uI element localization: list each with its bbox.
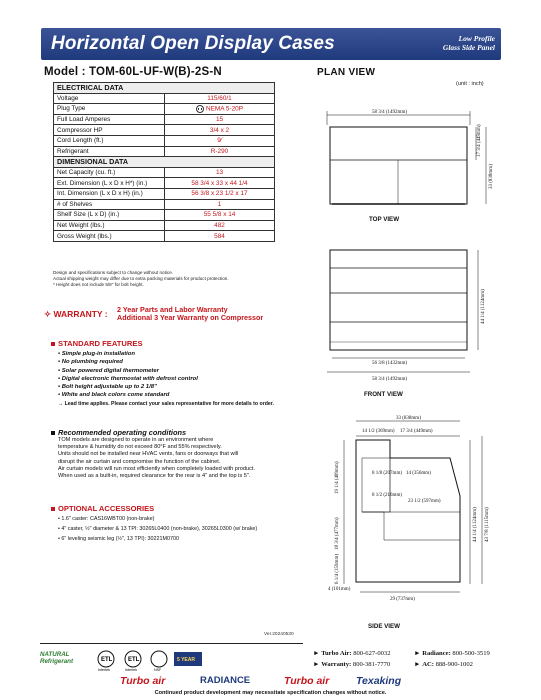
dim-label: 58 3/4 (1492mm): [372, 110, 407, 115]
spec-label: Compressor HP: [54, 125, 165, 136]
cert-caption: Intertek: [125, 668, 137, 672]
brand-logos: [120, 675, 430, 689]
turbo-air-logo: Turbo air: [284, 675, 330, 687]
warranty-label: ✧ WARRANTY :: [44, 309, 108, 319]
side-view-label: SIDE VIEW: [368, 623, 400, 630]
dim-label: 19 1/4 (489mm): [335, 461, 340, 494]
dim-label: 33 (838mm): [489, 164, 494, 189]
spec-label: Int. Dimension (L x D x H) (in.): [54, 188, 165, 199]
accessories-heading-text: OPTIONAL ACCESSORIES: [58, 504, 155, 513]
plug-icon: [196, 105, 204, 113]
dim-label: 58 3/4 (1492mm): [372, 377, 407, 382]
contact-ac[interactable]: ► AC: 888-900-1002: [414, 661, 473, 668]
paragraph-line: Units should not be installed near HVAC vents, fans or doorways that will: [58, 451, 239, 458]
spec-value: 55 5/8 x 14: [165, 210, 275, 221]
paragraph-line: TOM models are designed to operate in an environment where: [58, 437, 214, 443]
contact-warranty[interactable]: ► Warranty: 800-381-7770: [313, 661, 391, 668]
spec-value: 482: [165, 220, 275, 231]
spec-label: Net Capacity (cu. ft.): [54, 167, 165, 178]
paragraph-line: disrupt the air curtain and compromise the function of the cabinet.: [58, 458, 221, 465]
list-item: • 6" leveling seismic leg (½", 13 TPI): 30221M0700: [58, 535, 179, 542]
note-line: Actual shipping weight may differ due to extra packing materials for product protection.: [53, 275, 229, 281]
subtitle-line-1: Low Profile: [458, 34, 495, 43]
cert-caption: NSF: [154, 668, 162, 672]
plug-value: NEMA 5-20P: [206, 105, 243, 113]
dim-label: 8 1/2 (216mm): [372, 493, 402, 498]
svg-text:5 YEAR: 5 YEAR: [177, 657, 195, 663]
spec-label: Shelf Size (L x D) (in.): [54, 210, 165, 221]
spec-value: 1: [165, 199, 275, 210]
natural-line-1: NATURAL: [40, 651, 70, 658]
spec-label: Plug Type: [54, 104, 165, 115]
spec-label: Refrigerant: [54, 146, 165, 157]
contact-block: [313, 648, 490, 670]
recommended-heading-text: Recommended operating conditions: [58, 428, 187, 437]
warranty-line: 2 Year Parts and Labor Warranty: [117, 305, 228, 314]
dim-label: 4 (101mm): [328, 587, 351, 592]
top-view-drawing: [310, 105, 510, 215]
dim-label: 43 7/8 (1115mm): [485, 507, 490, 542]
list-item: • 4" caster, ½" diameter & 13 TPI: 30265L0400 (non-brake), 30265L0300 (w/ brake): [58, 525, 258, 532]
spec-value: R-290: [165, 146, 275, 157]
spec-notes: [53, 270, 283, 287]
dim-label: 23 1/2 (597mm): [408, 499, 441, 504]
subtitle-line-2: Glass Side Panel: [442, 43, 495, 52]
certification-logos: [96, 650, 216, 672]
banner-subtitle: [443, 34, 495, 52]
dim-label: 17 3/4 (449mm): [477, 124, 482, 157]
lead-time-note: → Lead time applies. Please contact your sales representative for more details to order.: [58, 400, 274, 407]
note-line: Design and specifications subject to change without notice.: [53, 270, 174, 275]
dim-label: 6 1/4 (159mm): [335, 554, 340, 584]
accessories-list: [58, 515, 257, 544]
turbo-air-logo: Turbo air: [120, 675, 166, 687]
dim-label: 56 3/8 (1432mm): [372, 361, 407, 366]
spec-label: Net Weight (lbs.): [54, 220, 165, 231]
side-view-drawing: [310, 412, 510, 602]
spec-label: Voltage: [54, 93, 165, 104]
front-view-drawing: [310, 238, 510, 388]
list-item: • Solar powered digital thermometer: [58, 367, 159, 374]
spec-value: 3/4 x 2: [165, 125, 275, 136]
footer-divider: [40, 643, 303, 644]
spec-value: 115/60/1: [165, 93, 275, 104]
bullet-icon: [51, 431, 55, 435]
spec-label: # of Shelves: [54, 199, 165, 210]
electrical-heading: ELECTRICAL DATA: [54, 83, 275, 94]
spec-value: 56 3/8 x 23 1/2 x 17: [165, 188, 275, 199]
top-view-label: TOP VIEW: [369, 216, 400, 223]
spec-value: 58 3/4 x 33 x 44 1/4: [165, 178, 275, 189]
model-name: Model : TOM-60L-UF-W(B)-2S-N: [44, 66, 222, 78]
bullet-icon: [51, 507, 55, 511]
dim-label: 33 (838mm): [396, 416, 421, 421]
dim-label: 44 1/4 (1124mm): [473, 507, 478, 542]
features-heading: [51, 339, 143, 348]
recommended-body: [58, 437, 293, 480]
spec-value: 9⁄: [165, 135, 275, 146]
paragraph-line: Air curtain models will run most efficiently when completely loaded with product.: [58, 465, 256, 472]
natural-logo-text: [40, 651, 73, 665]
list-item: • White and black colors come standard: [58, 392, 170, 399]
natural-line-2: Refrigerant: [40, 658, 74, 665]
list-item: • Digital electronic thermostat with defrost control: [58, 375, 198, 382]
contact-radiance[interactable]: ► Radiance: 800-500-3519: [414, 650, 490, 657]
spec-label: Cord Length (ft.): [54, 135, 165, 146]
features-list: [58, 350, 274, 408]
accessories-heading: [51, 504, 154, 513]
dim-label: 8 1/8 (207mm): [372, 471, 402, 476]
front-view-label: FRONT VIEW: [364, 391, 403, 398]
bullet-icon: [51, 342, 55, 346]
spec-label: Ext. Dimension (L x D x H*) (in.): [54, 178, 165, 189]
recommended-heading: [51, 428, 186, 437]
spec-value: 15: [165, 114, 275, 125]
spec-value: 584: [165, 231, 275, 242]
spec-label: Gross Weight (lbs.): [54, 231, 165, 242]
features-heading-text: STANDARD FEATURES: [58, 339, 143, 348]
warranty-label-text: WARRANTY :: [53, 309, 108, 319]
plan-view-title: PLAN VIEW: [317, 67, 376, 78]
spec-value: 13: [165, 167, 275, 178]
list-item: • No plumbing required: [58, 359, 123, 366]
page-title: Horizontal Open Display Cases: [51, 33, 335, 54]
note-line: * Height does not include 5/8" for bolt height.: [53, 281, 144, 287]
dim-label: 14 (356mm): [406, 471, 431, 476]
unit-note: (unit : inch): [456, 81, 484, 87]
dim-label: 18 3/4 (477mm): [335, 517, 340, 550]
dim-label: 14 1/2 (369mm): [362, 429, 395, 434]
cert-caption: Intertek: [98, 668, 110, 672]
paragraph-line: temperature & humidity do not exceed 80°F and 55% respectively.: [58, 444, 222, 451]
nsf-icon: [151, 651, 167, 667]
warranty-line: Additional 3 Year Warranty on Compressor: [117, 313, 264, 323]
list-item: • Simple plug-in installation: [58, 351, 136, 357]
contact-turbo-air[interactable]: ► Turbo Air: 800-627-0032: [313, 650, 391, 657]
contact-row: [313, 659, 490, 670]
spec-table: [53, 82, 275, 242]
list-item: • Bolt height adjustable up to 2 1/8": [58, 384, 157, 391]
natural-refrigerant-logo: [40, 651, 86, 669]
dim-label: 17 3/4 (449mm): [400, 429, 433, 434]
radiance-logo: RADIANCE: [200, 675, 251, 686]
list-item: • 1.6" caster: CAS16WBT00 (non-brake): [58, 516, 155, 522]
dim-label: 29 (737mm): [390, 597, 415, 602]
dimensional-heading: DIMENSIONAL DATA: [54, 157, 275, 168]
header-banner: [41, 28, 501, 60]
paragraph-line: When used as a built-in, required clearance for the rear is 4" and the top is 5".: [58, 473, 251, 480]
svg-text:ETL: ETL: [128, 657, 140, 663]
footer-note: Continued product development may necessitate specification changes without notice.: [154, 690, 387, 696]
spec-value: [165, 104, 275, 115]
warranty-text: [117, 306, 263, 323]
version-label: Ver.20240530: [264, 632, 294, 637]
svg-text:ETL: ETL: [101, 657, 113, 663]
contact-row: [313, 648, 490, 659]
texaking-logo: Texaking: [356, 675, 402, 687]
dim-label: 44 1/4 (1124mm): [481, 289, 486, 324]
spec-label: Full Load Amperes: [54, 114, 165, 125]
